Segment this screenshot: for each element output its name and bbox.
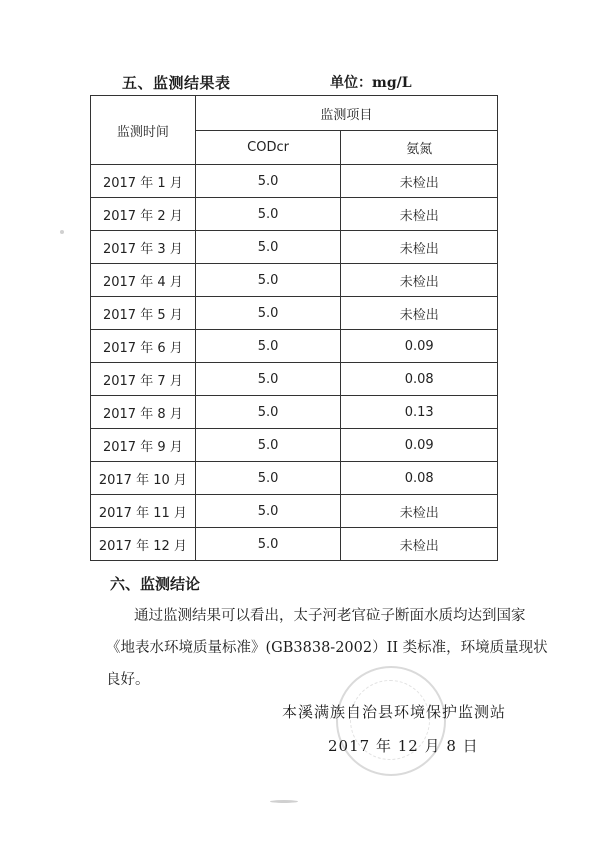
header-nh: 氨氮 [341,131,498,165]
cell-time: 2017 年 8 月 [91,396,196,429]
cell-cod: 5.0 [195,231,341,264]
cell-nh: 0.09 [341,330,498,363]
table-row [91,462,498,495]
cell-nh: 未检出 [341,495,498,528]
cell-cod: 5.0 [195,198,341,231]
cell-time: 2017 年 7 月 [91,363,196,396]
cell-nh: 0.13 [341,396,498,429]
station-name: 本溪满族自治县环境保护监测站 [282,703,507,721]
cell-cod: 5.0 [195,363,341,396]
conclusion-line-3: 良好。 [106,672,150,688]
conclusion-line-2: 《地表水环境质量标准》(GB3838-2002）II 类标准，环境质量现状 [106,640,548,656]
cell-cod: 5.0 [195,429,341,462]
table-row [91,330,498,363]
cell-cod: 5.0 [195,462,341,495]
cell-cod: 5.0 [195,264,341,297]
scan-speck [270,800,298,803]
cell-time: 2017 年 6 月 [91,330,196,363]
cell-cod: 5.0 [195,495,341,528]
table-row [91,528,498,561]
table-header-row [91,96,498,131]
cell-cod: 5.0 [195,528,341,561]
cell-cod: 5.0 [195,330,341,363]
cell-time: 2017 年 11 月 [91,495,196,528]
cell-nh: 0.08 [341,462,498,495]
cell-time: 2017 年 5 月 [91,297,196,330]
header-items: 监测项目 [195,96,497,131]
table-row [91,495,498,528]
cell-cod: 5.0 [195,396,341,429]
conclusion-title: 六、监测结论 [110,575,201,593]
cell-time: 2017 年 9 月 [91,429,196,462]
conclusion-paragraph [106,600,548,696]
signature-date: 2017 年 12 月 8 日 [328,737,479,755]
table-row [91,231,498,264]
cell-nh: 未检出 [341,528,498,561]
cell-time: 2017 年 10 月 [91,462,196,495]
unit-label: 单位：mg/L [330,75,412,91]
cell-time: 2017 年 1 月 [91,165,196,198]
table-row [91,429,498,462]
header-time: 监测时间 [91,96,196,165]
cell-time: 2017 年 12 月 [91,528,196,561]
results-table [90,95,498,561]
cell-cod: 5.0 [195,165,341,198]
section-title: 五、监测结果表 [122,74,231,92]
cell-nh: 0.09 [341,429,498,462]
scan-speck [60,230,64,234]
cell-time: 2017 年 3 月 [91,231,196,264]
cell-nh: 未检出 [341,198,498,231]
table-row [91,264,498,297]
cell-nh: 未检出 [341,264,498,297]
cell-nh: 0.08 [341,363,498,396]
cell-time: 2017 年 4 月 [91,264,196,297]
table-row [91,165,498,198]
table-row [91,198,498,231]
cell-time: 2017 年 2 月 [91,198,196,231]
conclusion-line-1: 通过监测结果可以看出，太子河老官砬子断面水质均达到国家 [134,608,526,624]
cell-cod: 5.0 [195,297,341,330]
table-row [91,396,498,429]
table-row [91,363,498,396]
table-row [91,297,498,330]
cell-nh: 未检出 [341,165,498,198]
cell-nh: 未检出 [341,231,498,264]
header-cod: CODcr [195,131,341,165]
cell-nh: 未检出 [341,297,498,330]
